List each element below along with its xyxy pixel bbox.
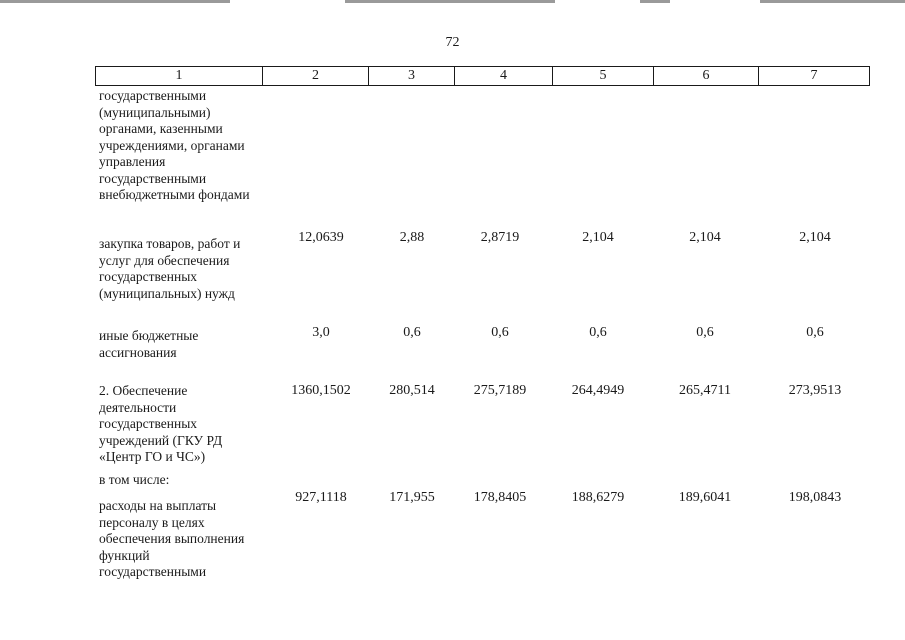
cell-col-6: 0,6 [696,325,714,340]
page-number: 72 [445,35,460,50]
header-col-6: 6 [654,67,759,85]
cell-col-4: 275,7189 [473,383,527,398]
cell-col-2: 1360,1502 [291,383,351,398]
cell-col-5: 188,6279 [571,490,625,505]
header-col-2: 2 [263,67,369,85]
cell-col-2: 927,1118 [295,490,347,505]
cell-col-7: 2,104 [799,230,831,245]
header-col-3: 3 [369,67,455,85]
cell-col-6: 189,6041 [678,490,732,505]
cell-col-6: 265,4711 [679,383,731,398]
cell-col-3: 0,6 [403,325,421,340]
cell-col-7: 273,9513 [788,383,842,398]
scan-edge [0,0,905,4]
cell-col-4: 2,8719 [480,230,520,245]
cell-col-3: 280,514 [389,383,435,398]
cell-col-2: 3,0 [312,325,330,340]
row-label: 2. Обеспечение деятельности государственных учреждений (ГКУ РД «Центр ГО и ЧС») [99,383,223,464]
cell-col-4: 178,8405 [473,490,527,505]
cell-col-3: 171,955 [389,490,435,505]
cell-col-3: 2,88 [399,230,425,245]
cell-col-2: 12,0639 [298,230,344,245]
cell-col-7: 198,0843 [788,490,842,505]
cell-col-5: 2,104 [582,230,614,245]
table-header [95,66,870,86]
row-label: закупка товаров, работ и услуг для обеспечения государственных (муниципальных) нужд [99,236,241,301]
cell-col-4: 0,6 [491,325,509,340]
row-label: государственными (муниципальными) органами, казенными учреждениями, органами управления государственными внебюджетными фондами [99,88,250,202]
row-label: иные бюджетные ассигнования [99,328,199,360]
row-label: в том числе: [99,472,170,487]
cell-col-5: 264,4949 [571,383,625,398]
header-col-1: 1 [96,67,263,85]
cell-col-6: 2,104 [689,230,721,245]
header-col-4: 4 [455,67,553,85]
cell-col-5: 0,6 [589,325,607,340]
header-col-5: 5 [553,67,654,85]
header-col-7: 7 [810,68,818,83]
row-label: расходы на выплаты персоналу в целях обеспечения выполнения функций государственными [99,498,245,579]
cell-col-7: 0,6 [806,325,824,340]
